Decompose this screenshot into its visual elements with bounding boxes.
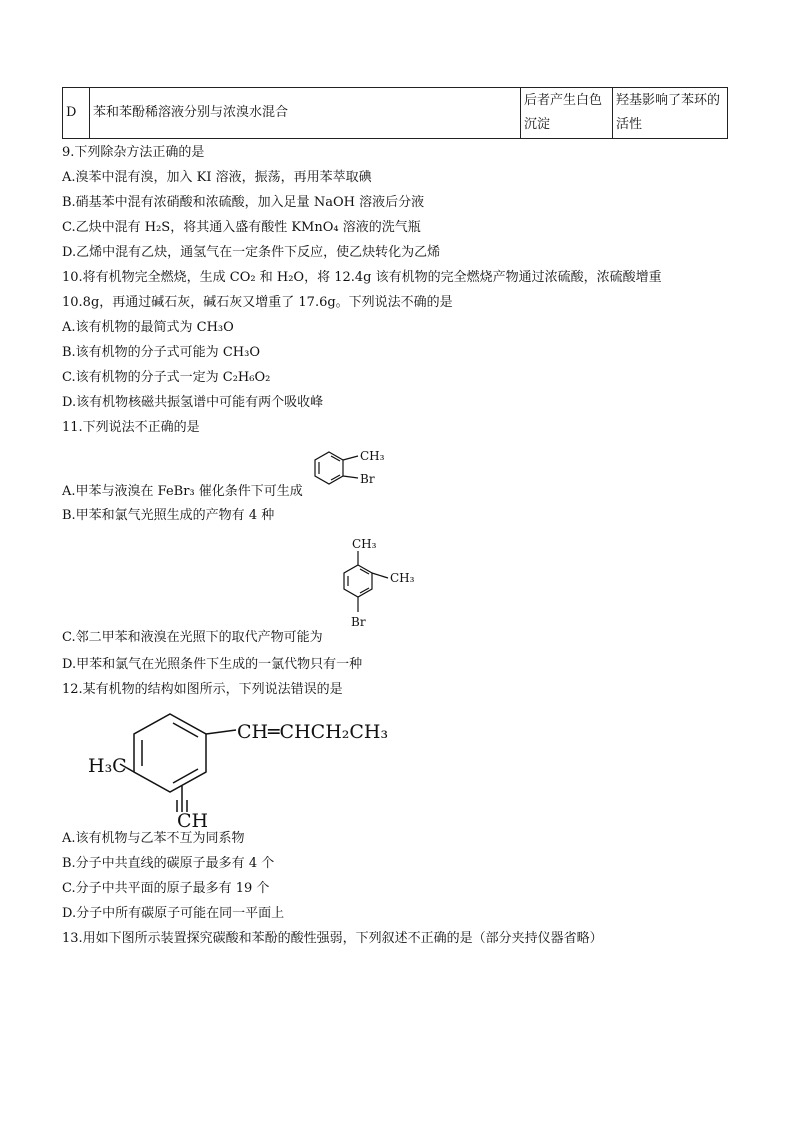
q11-stem: 11.下列说法不正确的是 [62, 420, 200, 435]
mol-a-substituent-ch3: CH₃ [360, 449, 385, 463]
q11-option-d: D.甲苯和氯气在光照条件下生成的一氯代物只有一种 [62, 657, 363, 672]
mol-12-side-chain: CH═CHCH₂CH₃ [237, 721, 389, 743]
q12-stem: 12.某有机物的结构如图所示，下列说法错误的是 [62, 682, 343, 697]
q11-option-b: B.甲苯和氯气光照生成的产物有 4 种 [62, 508, 275, 523]
q10-stem-1: 10.将有机物完全燃烧，生成 CO₂ 和 H₂O，将 12.4g 该有机物的完全燃烧产物通过浓硫酸，浓硫酸增重 [62, 270, 662, 285]
mol-c-substituent-ch3-top: CH₃ [352, 537, 377, 551]
mol-c-substituent-br: Br [351, 615, 366, 629]
experiment-cell: 苯和苯酚稀溶液分别与浓溴水混合 [90, 88, 521, 139]
q11-option-a: A.甲苯与液溴在 FeBr₃ 催化条件下可生成 [62, 484, 303, 499]
mol-12-alkyne-ch: CH [177, 810, 209, 830]
q12-option-b: B.分子中共直线的碳原子最多有 4 个 [62, 856, 275, 871]
row-label: D [63, 88, 90, 139]
q10-stem-2: 10.8g，再通过碱石灰，碱石灰又增重了 17.6g。下列说法不确的是 [62, 295, 453, 310]
mol-c-substituent-ch3-right: CH₃ [390, 571, 415, 585]
q9-option-a: A.溴苯中混有溴，加入 KI 溶液，振荡，再用苯萃取碘 [62, 170, 372, 185]
q9-option-c: C.乙炔中混有 H₂S，将其通入盛有酸性 KMnO₄ 溶液的洗气瓶 [62, 220, 421, 235]
q12-option-d: D.分子中所有碳原子可能在同一平面上 [62, 906, 285, 921]
molecule-4-bromo-o-xylene [336, 534, 426, 640]
experiment-table [62, 87, 728, 139]
q9-option-b: B.硝基苯中混有浓硝酸和浓硫酸，加入足量 NaOH 溶液后分液 [62, 195, 425, 210]
q10-option-c: C.该有机物的分子式一定为 C₂H₆O₂ [62, 370, 271, 385]
molecule-2-bromotoluene [308, 446, 398, 496]
mol-a-substituent-br: Br [360, 472, 375, 486]
q10-option-a: A.该有机物的最简式为 CH₃O [62, 320, 234, 335]
mol-12-methyl-group: H₃C [88, 755, 127, 777]
q12-option-a: A.该有机物与乙苯不互为同系物 [62, 831, 245, 846]
q9-stem: 9.下列除杂方法正确的是 [62, 145, 205, 160]
molecule-q12-structure [80, 700, 410, 830]
conclusion-cell: 羟基影响了苯环的活性 [613, 88, 728, 139]
q9-option-d: D.乙烯中混有乙炔，通氢气在一定条件下反应，使乙炔转化为乙烯 [62, 245, 441, 260]
q10-option-b: B.该有机物的分子式可能为 CH₃O [62, 345, 260, 360]
q12-option-c: C.分子中共平面的原子最多有 19 个 [62, 881, 270, 896]
q10-option-d: D.该有机物核磁共振氢谱中可能有两个吸收峰 [62, 395, 324, 410]
q13-stem: 13.用如下图所示装置探究碳酸和苯酚的酸性强弱，下列叙述不正确的是（部分夹持仪器省略） [62, 931, 603, 946]
q11-option-c: C.邻二甲苯和液溴在光照下的取代产物可能为 [62, 630, 323, 645]
phenomenon-cell: 后者产生白色沉淀 [521, 88, 613, 139]
table-row [63, 88, 728, 139]
